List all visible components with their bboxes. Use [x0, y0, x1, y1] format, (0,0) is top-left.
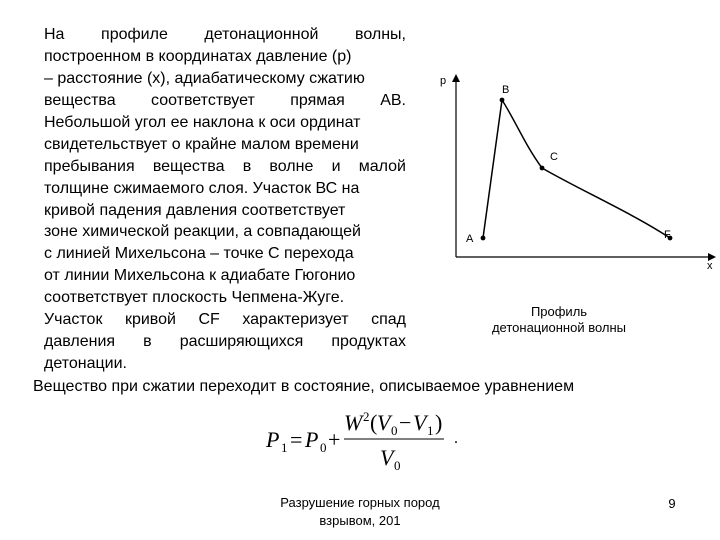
paragraph-line: свидетельствует о крайне малом времени — [44, 135, 359, 153]
paragraph-line: толщине сжимаемого слоя. Участок ВС на — [44, 179, 360, 197]
point-c-label: C — [550, 151, 558, 163]
formula-p0-sub: 0 — [320, 440, 327, 455]
formula-num-minus: − — [399, 410, 412, 435]
point-a-marker — [481, 236, 486, 241]
paragraph-line: На профиле детонационной волны, — [44, 26, 406, 43]
paragraph-line: соответствует плоскость Чепмена-Жуге. — [44, 289, 345, 307]
formula-den-sub: 0 — [394, 458, 401, 472]
page-number: 9 — [668, 496, 676, 511]
detonation-profile-diagram — [420, 60, 720, 276]
paragraph-line: детонации. — [44, 355, 127, 373]
footer-line2: взрывом, 201 — [319, 513, 401, 528]
paragraph-line: – расстояние (x), адиабатическому сжатию — [44, 69, 365, 87]
paragraph-line: вещества соответствует прямая АВ. — [44, 91, 406, 109]
formula-num-v0: V — [377, 410, 391, 435]
diagram-caption-line1: Профиль — [530, 304, 588, 319]
formula-num-v1: V — [413, 410, 427, 435]
pressure-profile-curve — [483, 100, 670, 238]
point-b-label: B — [502, 84, 510, 96]
formula-num-v1-sub: 1 — [427, 423, 434, 438]
paragraph-line: с линией Михельсона – точке С перехода — [44, 245, 354, 263]
point-f-label: F — [664, 229, 671, 241]
paragraph-line: пребывания вещества в волне и малой — [44, 157, 406, 175]
formula-num-sq: 2 — [363, 409, 370, 424]
footer-line1: Разрушение горных пород — [280, 495, 440, 510]
paragraph-line: построенном в координатах давление (p) — [44, 47, 352, 65]
formula-num-close: ) — [435, 410, 443, 435]
point-a-label: A — [466, 233, 474, 245]
formula-num-open: ( — [370, 410, 378, 435]
hugoniot-formula — [262, 406, 482, 472]
formula-equals: = — [290, 427, 303, 452]
paragraph-line: кривой падения давления соответствует — [44, 201, 346, 219]
formula-num-v0-sub: 0 — [391, 423, 398, 438]
formula-plus: + — [328, 427, 341, 452]
intro-sentence: Вещество при сжатии переходит в состояние, описываемое уравнением — [33, 378, 575, 395]
formula-p1-sub: 1 — [281, 440, 288, 455]
point-b-marker — [500, 98, 505, 103]
paragraph-line: Участок кривой CF характеризует спад — [44, 311, 406, 329]
paragraph-line: зоне химической реакции, а совпадающей — [44, 223, 361, 241]
x-axis-label: x — [707, 260, 713, 272]
paragraph-line: давления в расширяющихся продуктах — [44, 333, 406, 351]
point-c-marker — [540, 166, 545, 171]
formula-den-v: V — [380, 445, 394, 470]
formula-p0: P — [305, 427, 319, 452]
formula-num-w: W — [344, 410, 363, 435]
formula-p1: P — [266, 427, 280, 452]
y-axis-label: p — [440, 75, 447, 87]
body-paragraph — [44, 24, 406, 375]
diagram-caption-line2: детонационной волны — [491, 320, 627, 335]
paragraph-line: Небольшой угол ее наклона к оси ординат — [44, 113, 361, 131]
paragraph-line: от линии Михельсона к адиабате Гюгонио — [44, 267, 356, 285]
formula-trailing-period: . — [454, 430, 458, 447]
footer-source — [240, 494, 480, 530]
